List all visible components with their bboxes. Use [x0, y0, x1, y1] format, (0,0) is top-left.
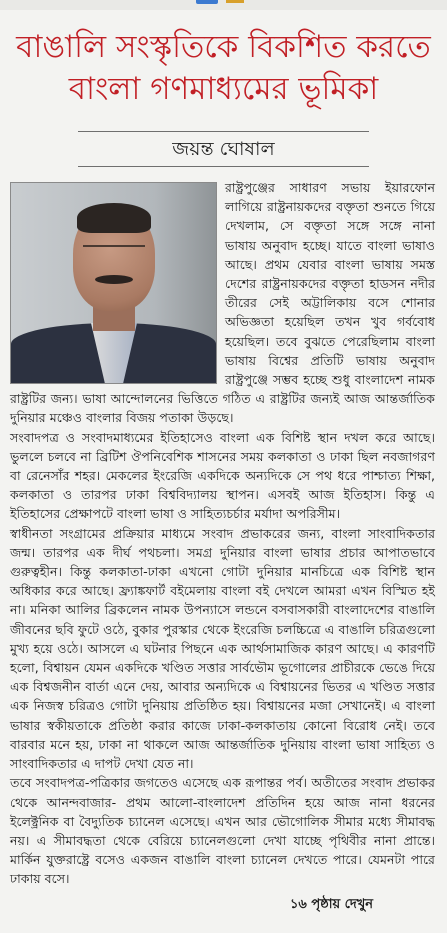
headline-line-2: বাংলা গণমাধ্যমের ভূমিকা	[68, 71, 379, 107]
article-paragraph-2: সংবাদপত্র ও সংবাদমাধ্যমের ইতিহাসেও বাংলা এক বিশিষ্ট স্থান দখল করে আছে। ভুললে চলবে না ব্রিটিশ ঔপনিবেশিক শাসনের সময় কলকাতা ও ঢাকা ছিল নবজাগরণ বা রেনেসাঁর শহর। মেকলের ইংরেজি একদিকে অন্যদিকে সে পথ ধরে পাশ্চাত্য শিক্ষা, কলকাতা ও তারপর ঢাকা বিশ্ববিদ্যালয় স্থাপন। এসবই আজ ইতিহাস। কিন্তু এ ইতিহাসের প্রেক্ষাপটে বাংলা ভাষা ও সাহিত্যচর্চার মর্যাদা অপরিসীম।	[10, 429, 435, 522]
author-photo	[10, 182, 217, 384]
byline-rule-bottom	[78, 166, 369, 167]
article-paragraph-3: স্বাধীনতা সংগ্রামের প্রক্রিয়ার মাধ্যমে সংবাদ প্রভাকরের জন্য, বাংলা সাংবাদিকতার জন্ম। তারপর এক দীর্ঘ পথচলা। সমগ্র দুনিয়ার বাংলা ভাষার প্রচার আপাতভাবে গুরুত্বহীন। কিন্তু কলকাতা-ঢাকা এখনো গোটা দুনিয়ার মানচিত্রে এক বিশিষ্ট স্থান অধিকার করে আছে। ফ্র্যাঙ্কফার্ট বইমেলায় বাংলা বই দেখলে আমরা এখন বিস্মিত হই না। মনিকা আলির ব্রিকলেন নামক উপন্যাসে লন্ডনে বসবাসকারী বাংলাদেশের বাঙালি জীবনের ছবি ফুটে ওঠে, বুকার পুরস্কার থেকে ইংরেজি চলচ্চিত্রে এ বাঙালি চরিত্রগুলো মুখ্য হয়ে ওঠে। আসলে এ ঘটনার পিছনে এক আর্থসামাজিক কারণ আছে। এ কারণটি হলো, বিশ্বায়ন যেমন একদিকে খণ্ডিত সত্তার সার্বভৌম ভূগোলের প্রাচীরকে ভেঙে দিয়ে এক বিশ্বজনীন বার্তা এনে দেয়, আবার অন্যদিকে এ বিশ্বায়নের ভিতর এ খণ্ডিত সত্তার এক নিজস্ব চরিত্রও গোটা দুনিয়ায় প্রতিষ্ঠিত হয়। বিশ্বায়নের মজা সেখানেই। এ বাংলা ভাষার স্বকীয়তাকে প্রতিষ্ঠা করার কাজে ঢাকা-কলকাতায় কোনো বিরোধ নেই। তবে বারবার মনে হয়, ঢাকা না থাকলে আজ আন্তর্জাতিক দুনিয়ায় বাংলা ভাষা সাহিত্য ও সাংবাদিকতার এ দাপট দেখা যেত না।	[10, 525, 435, 772]
article-paragraph-1	[10, 178, 435, 428]
masthead-fragment-accent	[226, 0, 244, 3]
headline	[10, 26, 437, 110]
byline: জয়ন্ত ঘোষাল	[172, 138, 275, 160]
top-strip	[0, 0, 447, 10]
article-body	[10, 178, 435, 889]
article-paragraph-4: তবে সংবাদপত্র-পত্রিকার জগতেও এসেছে এক রূপান্তর পর্ব। অতীতের সংবাদ প্রভাকর থেকে আনন্দবাজার- প্রথম আলো-বাংলাদেশ প্রতিদিন হয়ে আজ নানা ধরনের ইলেক্ট্রনিক বা বৈদ্যুতিক চ্যানেল এসেছে। এখন আর ভৌগোলিক সীমার মধ্যে সীমাবদ্ধ নয়। এ সীমাবদ্ধতা থেকে বেরিয়ে চ্যানেলগুলো দেখা যাচ্ছে পৃথিবীর নানা প্রান্তে। মার্কিন যুক্তরাষ্ট্রে বসেও একজন বাঙালি বাংলা চ্যানেল দেখতে পারে। যেমনটা পারে ঢাকায় বসে।	[10, 775, 435, 887]
headline-line-1: বাঙালি সংস্কৃতিকে বিকশিত করতে	[16, 29, 431, 65]
continued-on-page: ১৬ পৃষ্ঠায় দেখুন	[290, 897, 374, 912]
byline-rule-top	[78, 131, 369, 132]
article-paragraph-1-text: রাষ্ট্রপুঞ্জের সাধারণ সভায় ইয়ারফোন লাগিয়ে রাষ্ট্রনায়কদের বক্তৃতা শুনতে গিয়ে দেখলাম, সে বক্তৃতা সঙ্গে সঙ্গে নানা ভাষায় অনুবাদ হচ্ছে। যাতে বাংলা ভাষাও আছে। প্রথম যেবার বাংলা ভাষায় সমস্ত দেশের রাষ্ট্রনায়কদের বক্তৃতা হাডসন নদীর তীরের সেই অট্টালিকায় বসে শোনার অভিজ্ঞতা হয়েছিল তখন খুব গর্ববোধ হয়েছিল। তবে বুঝতে পেরেছিলাম বাংলা ভাষায় বিশ্বের প্রতিটি ভাষায় অনুবাদ রাষ্ট্রপুঞ্জে সম্ভব হচ্ছে শুধু বাংলাদেশ নামক রাষ্ট্রটির জন্য। ভাষা আন্দোলনের ভিত্তিতে গঠিত এ রাষ্ট্রটির জন্যই আজ আন্তর্জাতিক দুনিয়ার মঞ্চেও বাংলার বিজয় পতাকা উড়ছে।	[10, 180, 435, 426]
masthead-fragment	[196, 0, 218, 4]
